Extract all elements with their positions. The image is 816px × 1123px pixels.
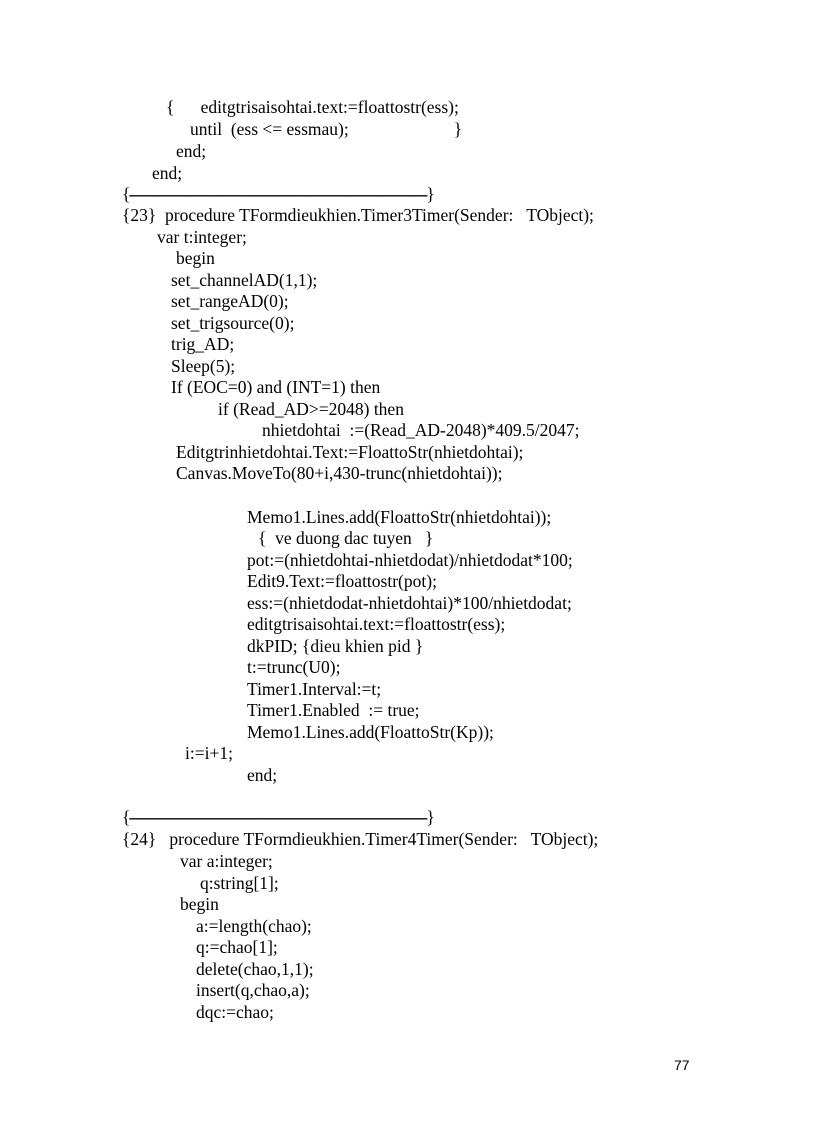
code-line: { ve duong dac tuyen } xyxy=(258,528,434,548)
code-line: { editgtrisaisohtai.text:=floattostr(ess); xyxy=(166,97,459,117)
code-line: {23} procedure TFormdieukhien.Timer3Timer(Sender: TObject); xyxy=(122,205,594,225)
code-line: pot:=(nhietdohtai-nhietdodat)/nhietdodat*100; xyxy=(247,550,573,570)
code-line: begin xyxy=(176,248,215,268)
code-line: {24} procedure TFormdieukhien.Timer4Timer(Sender: TObject); xyxy=(122,829,599,849)
code-line: Timer1.Interval:=t; xyxy=(247,679,382,699)
code-line: Canvas.MoveTo(80+i,430-trunc(nhietdohtai)); xyxy=(176,463,503,483)
code-line: If (EOC=0) and (INT=1) then xyxy=(171,377,381,397)
code-line: Sleep(5); xyxy=(171,356,236,376)
code-line: i:=i+1; xyxy=(185,743,233,763)
code-line: Edit9.Text:=floattostr(pot); xyxy=(247,571,437,591)
code-line: delete(chao,1,1); xyxy=(196,959,314,979)
code-line: Editgtrinhietdohtai.Text:=FloattoStr(nhietdohtai); xyxy=(176,442,524,462)
separator-line: {-------------------------------------------------------------------------} xyxy=(122,184,433,204)
code-line: insert(q,chao,a); xyxy=(196,980,310,1000)
code-line: Memo1.Lines.add(FloattoStr(Kp)); xyxy=(247,722,494,742)
page-number: 77 xyxy=(674,1057,690,1073)
code-line: set_rangeAD(0); xyxy=(171,291,289,311)
code-line: dqc:=chao; xyxy=(196,1002,274,1022)
code-line: editgtrisaisohtai.text:=floattostr(ess); xyxy=(247,614,506,634)
code-line: set_channelAD(1,1); xyxy=(171,270,318,290)
code-line: Timer1.Enabled := true; xyxy=(247,700,420,720)
code-line: begin xyxy=(180,894,219,914)
code-line: ess:=(nhietdodat-nhietdohtai)*100/nhietdodat; xyxy=(247,593,572,613)
code-line: end; xyxy=(247,765,278,785)
code-line: var a:integer; xyxy=(180,851,273,871)
code-line: end; xyxy=(176,141,207,161)
code-line: q:string[1]; xyxy=(200,873,279,893)
code-line: dkPID; {dieu khien pid } xyxy=(247,636,424,656)
code-line: var t:integer; xyxy=(157,227,247,247)
separator-line: {-------------------------------------------------------------------------} xyxy=(122,807,433,827)
code-line: trig_AD; xyxy=(171,334,235,354)
code-line: nhietdohtai :=(Read_AD-2048)*409.5/2047; xyxy=(262,420,580,440)
code-line: q:=chao[1]; xyxy=(196,937,278,957)
code-line: until (ess <= essmau); } xyxy=(190,119,463,139)
code-line: set_trigsource(0); xyxy=(171,313,295,333)
code-line: Memo1.Lines.add(FloattoStr(nhietdohtai)); xyxy=(247,507,552,527)
code-line: end; xyxy=(152,163,183,183)
code-line: a:=length(chao); xyxy=(196,916,312,936)
code-line: t:=trunc(U0); xyxy=(247,657,341,677)
code-line: if (Read_AD>=2048) then xyxy=(218,399,404,419)
